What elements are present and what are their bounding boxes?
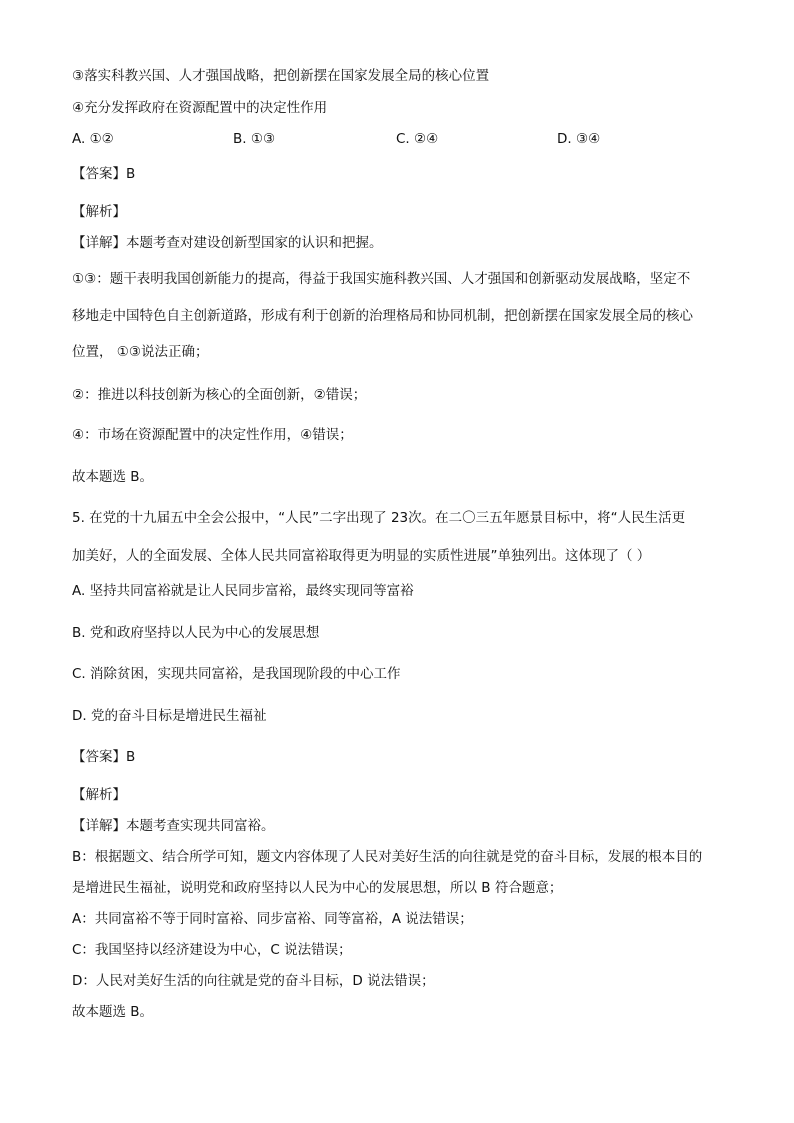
q4-option-c: C. ②④: [396, 131, 439, 147]
q5-explanation-line: 是增进民生福祉，说明党和政府坚持以人民为中心的发展思想，所以 B 符合题意；: [72, 880, 563, 896]
q5-option-c: C. 消除贫困，实现共同富裕，是我国现阶段的中心工作: [72, 666, 401, 682]
q4-option-b: B. ①③: [233, 131, 276, 147]
q4-explanation-line: 位置， ①③说法正确；: [72, 344, 209, 360]
q5-detail: 【详解】本题考查实现共同富裕。: [72, 818, 275, 834]
q5-explanation-line: D：人民对美好生活的向往就是党的奋斗目标，D 说法错误；: [72, 973, 435, 989]
q5-stem-line: 加美好，人的全面发展、全体人民共同富裕取得更为明显的实质性进展”单独列出。这体现了（ ）: [72, 548, 651, 564]
q4-option-a: A. ①②: [72, 131, 114, 147]
q5-stem-line: 5. 在党的十九届五中全会公报中，“人民”二字出现了 23次。在二〇三五年愿景目标中，将“人民生活更: [72, 510, 686, 526]
q4-option-d: D. ③④: [557, 131, 601, 147]
q4-explanation-line: ②：推进以科技创新为核心的全面创新，②错误；: [72, 387, 367, 403]
q5-option-d: D. 党的奋斗目标是增进民生福祉: [72, 708, 267, 724]
q4-explanation-line: ④：市场在资源配置中的决定性作用，④错误；: [72, 427, 353, 443]
q5-explanation-line: B：根据题文、结合所学可知，题文内容体现了人民对美好生活的向往就是党的奋斗目标，发展的根本目的: [72, 849, 703, 865]
q4-detail: 【详解】本题考查对建设创新型国家的认识和把握。: [72, 235, 383, 251]
q5-explanation-line: A：共同富裕不等于同时富裕、同步富裕、同等富裕，A 说法错误；: [72, 911, 473, 927]
q5-option-b: B. 党和政府坚持以人民为中心的发展思想: [72, 625, 320, 641]
q5-explanation-line: 故本题选 B。: [72, 1004, 154, 1020]
q4-explanation-line: 移地走中国特色自主创新道路，形成有利于创新的治理格局和协同机制，把创新摆在国家发展全局的核心: [72, 308, 693, 324]
q5-option-a: A. 坚持共同富裕就是让人民同步富裕，最终实现同等富裕: [72, 583, 414, 599]
q4-answer: 【答案】B: [72, 166, 136, 182]
q4-explanation-line: ①③：题干表明我国创新能力的提高，得益于我国实施科教兴国、人才强国和创新驱动发展战略，坚定不: [72, 271, 691, 287]
q5-explanation-line: C：我国坚持以经济建设为中心，C 说法错误；: [72, 942, 352, 958]
q4-item-3: ③落实科教兴国、人才强国战略，把创新摆在国家发展全局的核心位置: [72, 68, 490, 84]
q5-analysis-title: 【解析】: [72, 787, 126, 803]
q5-answer: 【答案】B: [72, 749, 136, 765]
q4-explanation-line: 故本题选 B。: [72, 469, 154, 485]
q4-item-4: ④充分发挥政府在资源配置中的决定性作用: [72, 100, 328, 116]
q4-analysis-title: 【解析】: [72, 204, 126, 220]
